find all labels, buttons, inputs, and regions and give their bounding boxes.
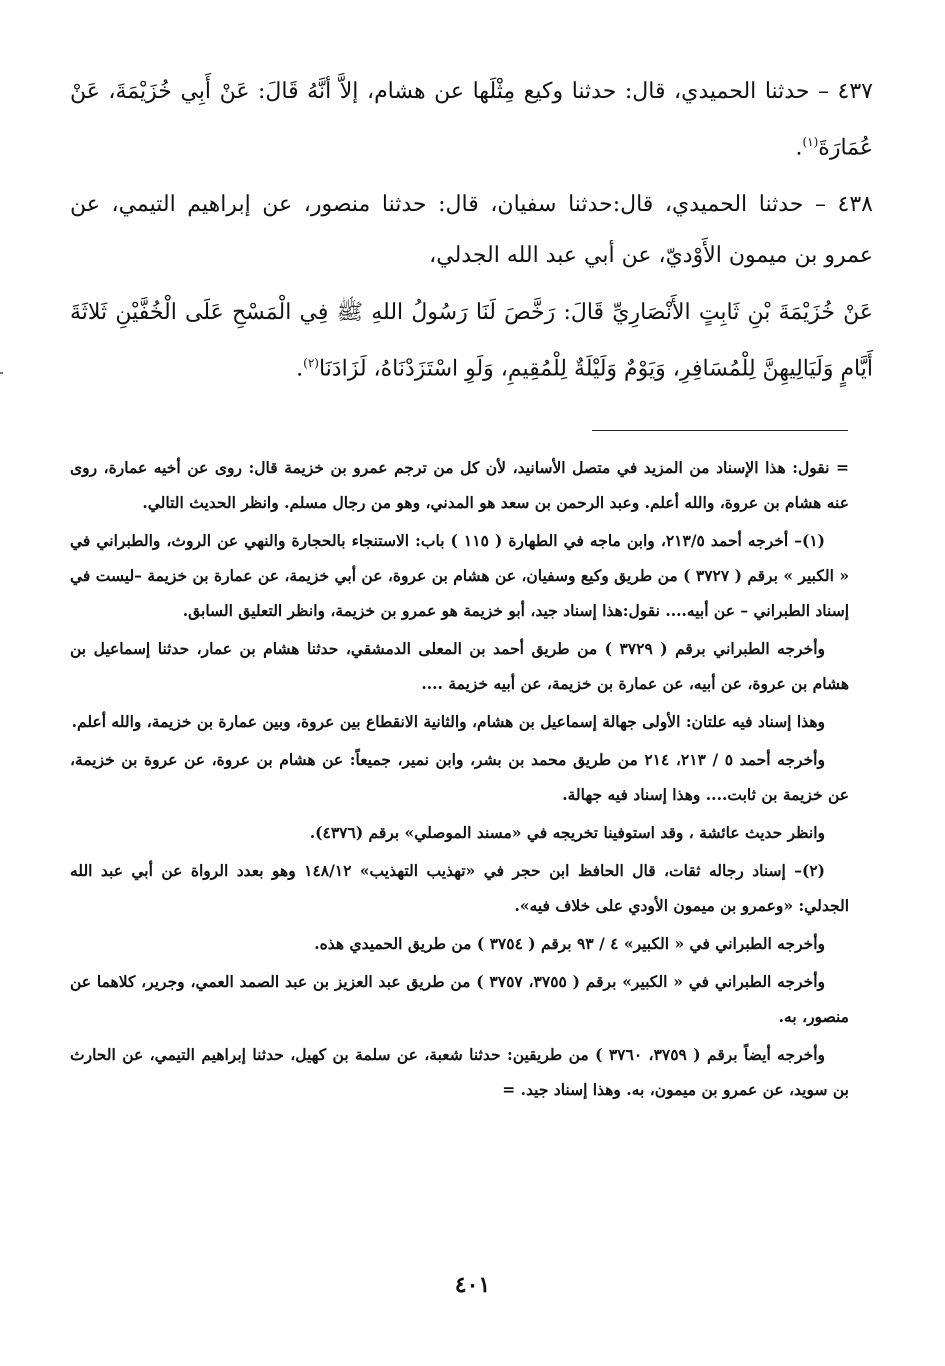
footnote-2-para-4: وأخرجه أيضاً برقم ( ٣٧٥٩، ٣٧٦٠ ) من طريقين: حدثنا شعبة، عن سلمة بن كهيل، حدثنا إبراهيم التيمي، عن الحارث بن سويد، عن عمرو بن ميمون، به. وهذا إسناد جيد. = — [70, 1045, 849, 1099]
footnotes — [70, 450, 849, 1110]
hadith-438-matn-text: عَنْ خُزَيْمَةَ بْنِ ثَابِتٍ الأَنْصَارِيِّ قَالَ: رَخَّصَ لَنَا رَسُولُ اللهِ ﷺ فِي الْمَسْحِ عَلَى الْخُفَّيْنِ ثَلاثَةَ أَيَّامٍ وَلَيَالِيهِنَّ لِلْمُسَافِرِ، وَيَوْمٌ وَلَيْلَةٌ لِلْمُقِيمِ، وَلَوِ اسْتَزَدْنَاهُ، لَزَادَنَا — [70, 300, 873, 382]
hadith-437-text: ٤٣٧ – حدثنا الحميدي، قال: حدثنا وكيع مِثْلَها عن هشام، إلاَّ أنَّهُ قَالَ: عَنْ أَبِي خُزَيْمَةَ، عَنْ عُمَارَةَ — [70, 79, 873, 161]
hadith-438-matn — [70, 287, 873, 394]
footnote-2: (٢)– إسناد رجاله ثقات، قال الحافظ ابن حجر في «تهذيب التهذيب» ١٤٨/١٢ وهو بعدد الرواة عن أبي عبد الله الجدلي: «وعمرو بن ميمون الأودي على خلاف فيه». — [70, 861, 849, 915]
hadith-438-end: . — [296, 356, 304, 382]
footnote-2-para-2: وأخرجه الطبراني في « الكبير» ٤ / ٩٣ برقم ( ٣٧٥٤ ) من طريق الحميدي هذه. — [314, 934, 825, 953]
footnote-1-para-3: وهذا إسناد فيه علتان: الأولى جهالة إسماعيل بن هشام، والثانية الانقطاع بين عروة، وبين عمارة بن خزيمة، والله أعلم. — [71, 712, 825, 731]
hadith-text — [70, 66, 873, 401]
hadith-437 — [70, 66, 873, 173]
page-number: ٤٠١ — [454, 1272, 491, 1298]
hadith-438-isnad: ٤٣٨ – حدثنا الحميدي، قال:حدثنا سفيان، قال: حدثنا منصور، عن إبراهيم التيمي، عن عمرو بن ميمون الأَوْديّ، عن أبي عبد الله الجدلي، — [70, 192, 873, 269]
footnote-1-para-5: وانظر حديث عائشة ، وقد استوفينا تخريجه في «مسند الموصلي» برقم (٤٣٧٦). — [309, 823, 825, 842]
footnote-1-para-4: وأخرجه أحمد ٥ / ٢١٣، ٢١٤ من طريق محمد بن بشر، وابن نمير، جميعاً: عن هشام بن عروة، عن عروة بن خزيمة، عن خزيمة بن ثابت.... وهذا إسناد فيه جهالة. — [70, 750, 849, 804]
footnote-separator — [592, 430, 848, 431]
hadith-437-end: . — [795, 135, 803, 161]
footnote-ref-2: (٢) — [303, 356, 319, 371]
footnote-1: (١)– أخرجه أحمد ٢١٣/٥، وابن ماجه في الطهارة ( ١١٥ ) باب: الاستنجاء بالحجارة والنهي عن الروث، والطبراني في « الكبير » برقم ( ٣٧٢٧ ) من طريق وكيع وسفيان، عن هشام بن عروة، عن أبي خزيمة، عن عمارة بن خزيمة –ليست في إسناد الطبراني – عن أبيه.... نقول:هذا إسناد جيد، أبو خزيمة هو عمرو بن خزيمة، وانظر التعليق السابق. — [70, 531, 850, 620]
footnote-continuation: = نقول: هذا الإسناد من المزيد في متصل الأسانيد، لأن كل من ترجم عمرو بن خزيمة قال: روى عن أخيه عمارة، روى عنه هشام بن عروة، والله أعلم. وعبد الرحمن بن سعد هو المدني، وهو من رجال مسلم. وانظر الحديث التالي. — [70, 458, 849, 512]
footnote-2-para-3: وأخرجه الطبراني في « الكبير» برقم ( ٣٧٥٥، ٣٧٥٧ ) من طريق عبد العزيز بن عبد الصمد العمي، وجرير، كلاهما عن منصور، به. — [70, 972, 849, 1026]
footnote-1-para-2: وأخرجه الطبراني برقم ( ٣٧٢٩ ) من طريق أحمد بن المعلى الدمشقي، حدثنا هشام بن عمار، حدثنا إسماعيل بن هشام بن عروة، عن أبيه، عن عمارة بن خزيمة، عن أبيه خزيمة .... — [70, 639, 849, 693]
scan-edge-mark — [0, 372, 3, 374]
footnote-ref-1: (١) — [802, 135, 819, 149]
